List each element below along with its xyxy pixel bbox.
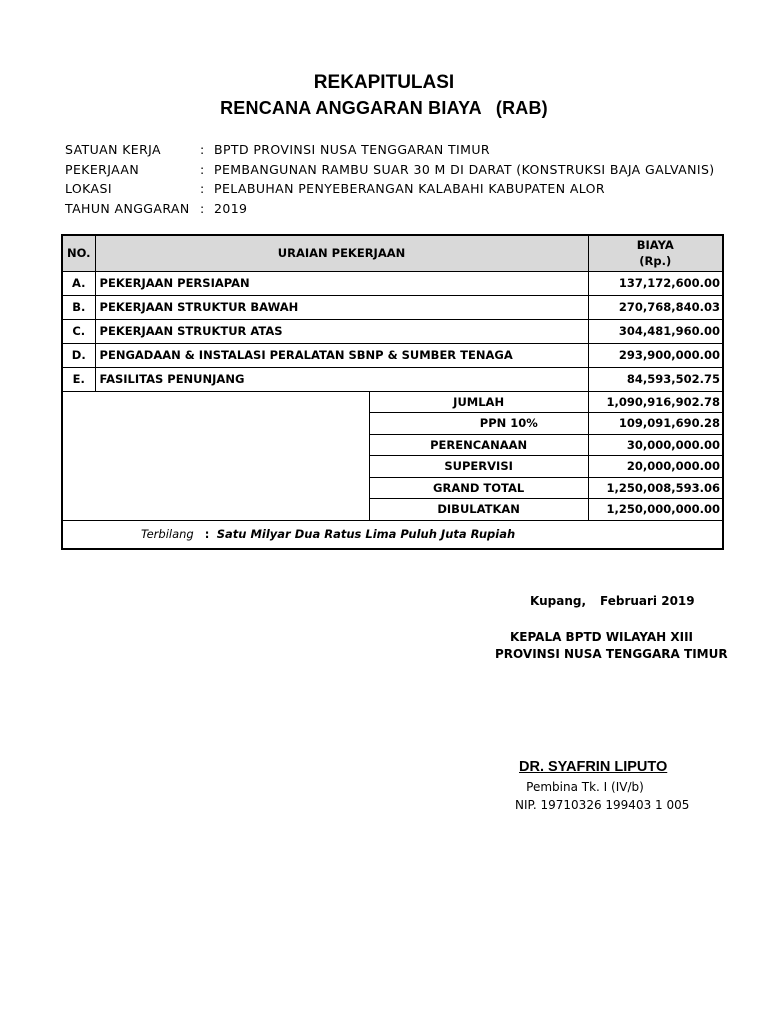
info-label: SATUAN KERJA [65,142,162,157]
summary-value: 109,091,690.28 [588,413,723,435]
table-header-row [62,235,723,271]
table-row [62,367,723,391]
info-label: LOKASI [65,181,112,196]
summary-value: 1,250,000,000.00 [588,499,723,521]
table-row [62,319,723,343]
subtitle-abbr: (RAB) [495,98,548,118]
document-subtitle [0,98,768,119]
signatory-nip: NIP. 19710326 199403 1 005 [515,798,690,812]
summary-blank-cell [62,391,369,520]
item-biaya: 270,768,840.03 [588,295,723,319]
rab-table [61,234,724,550]
item-uraian: PENGADAAN & INSTALASI PERALATAN SBNP & SUMBER TENAGA [95,343,588,367]
date: Februari 2019 [600,594,695,608]
info-label: PEKERJAAN [65,161,140,177]
terbilang-cell [62,520,723,549]
header-biaya-label: BIAYA [636,238,674,253]
summary-label: PERENCANAAN [369,434,588,456]
table-row [62,295,723,319]
item-uraian: PEKERJAAN STRUKTUR ATAS [95,319,588,343]
summary-label: DIBULATKAN [369,499,588,521]
info-row-tahun-anggaran [65,199,715,219]
info-colon: : [200,142,205,157]
place: Kupang, [530,594,587,608]
place-date [530,594,695,608]
document-title: REKAPITULASI [313,72,455,93]
info-value: PEMBANGUNAN RAMBU SUAR 30 M DI DARAT (KONSTRUKSI BAJA GALVANIS) [214,161,715,177]
summary-label: JUMLAH [369,391,588,413]
terbilang-row [62,520,723,549]
summary-value: 20,000,000.00 [588,456,723,478]
info-row-satuan-kerja [65,140,715,160]
summary-label: PPN 10% [369,413,588,435]
item-no: E. [62,367,95,391]
item-no: C. [62,319,95,343]
item-uraian: PEKERJAAN PERSIAPAN [95,271,588,295]
header-uraian: URAIAN PEKERJAAN [95,235,588,271]
info-value: BPTD PROVINSI NUSA TENGGARAN TIMUR [214,142,490,157]
item-uraian: PEKERJAAN STRUKTUR BAWAH [95,295,588,319]
summary-row-jumlah [62,391,723,413]
info-row-lokasi [65,179,715,199]
info-colon: : [200,200,205,216]
summary-label: SUPERVISI [369,456,588,478]
info-colon: : [200,161,205,177]
terbilang-value: Satu Milyar Dua Ratus Lima Puluh Juta Rupiah [216,527,516,542]
info-label: TAHUN ANGGARAN [65,200,190,216]
header-biaya-unit: (Rp.) [639,254,672,269]
item-biaya: 84,593,502.75 [588,367,723,391]
info-colon: : [200,181,205,196]
item-no: B. [62,295,95,319]
signatory-position-line1: KEPALA BPTD WILAYAH XIII [509,630,694,644]
summary-value: 1,250,008,593.06 [588,477,723,499]
summary-value: 1,090,916,902.78 [588,391,723,413]
item-biaya: 137,172,600.00 [588,271,723,295]
header-biaya [588,235,723,271]
summary-label: GRAND TOTAL [369,477,588,499]
terbilang-label: Terbilang [141,527,194,542]
signatory-rank: Pembina Tk. I (IV/b) [526,780,644,794]
item-no: D. [62,343,95,367]
subtitle-main: RENCANA ANGGARAN BIAYA [220,98,482,118]
info-value: 2019 [214,200,248,216]
table-row [62,271,723,295]
item-no: A. [62,271,95,295]
item-biaya: 293,900,000.00 [588,343,723,367]
summary-value: 30,000,000.00 [588,434,723,456]
header-no: NO. [62,235,95,271]
signatory-name: DR. SYAFRIN LIPUTO [519,759,668,775]
info-row-pekerjaan [65,160,715,180]
item-uraian: FASILITAS PENUNJANG [95,367,588,391]
project-info [65,140,715,218]
terbilang-colon: : [204,527,210,542]
table-row [62,343,723,367]
info-value: PELABUHAN PENYEBERANGAN KALABAHI KABUPATEN ALOR [214,181,606,196]
item-biaya: 304,481,960.00 [588,319,723,343]
signatory-position-line2: PROVINSI NUSA TENGGARA TIMUR [495,647,728,661]
